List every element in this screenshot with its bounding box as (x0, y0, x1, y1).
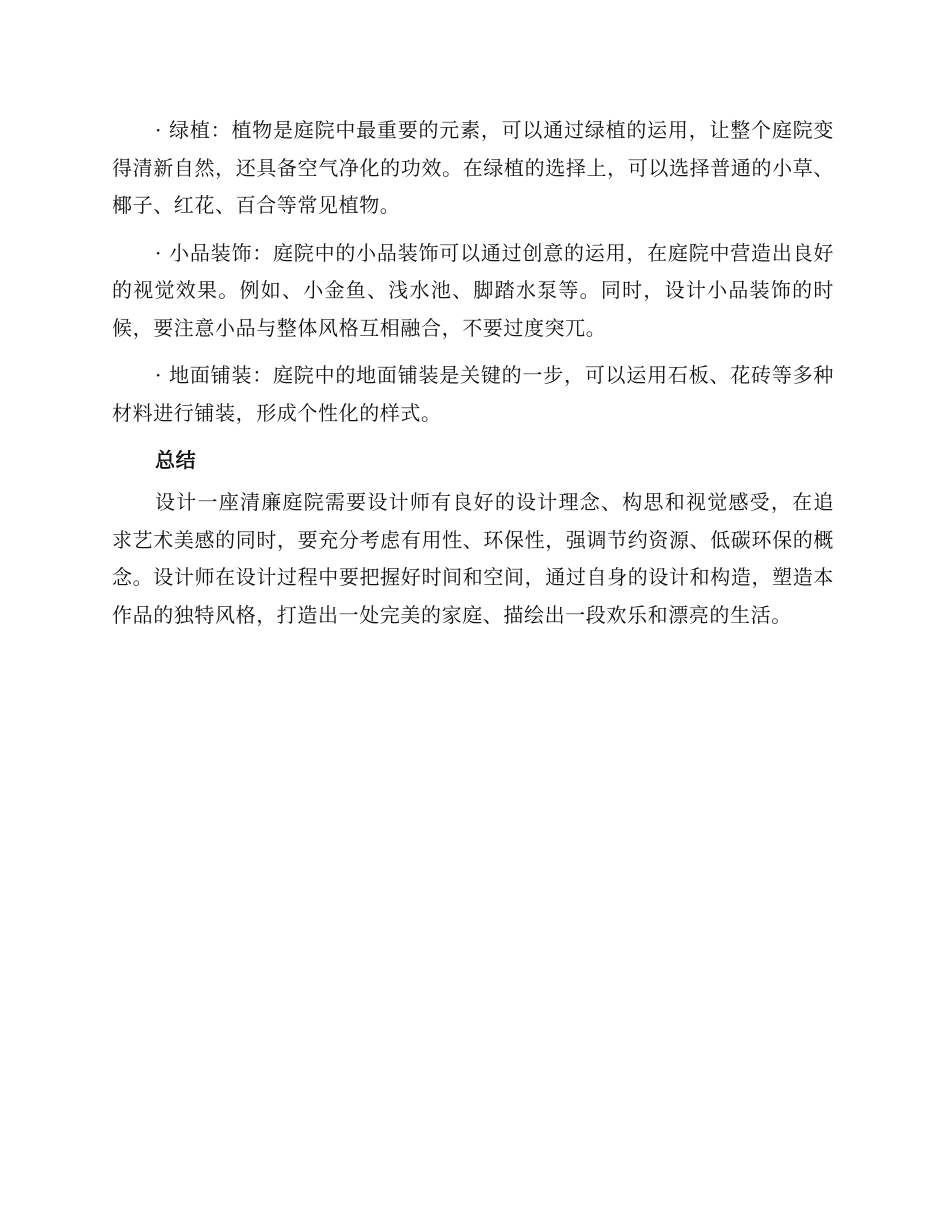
bullet-paragraph-decor: · 小品装饰：庭院中的小品装饰可以通过创意的运用，在庭院中营造出良好的视觉效果。例如、小金鱼、浅水池、脚踏水泵等。同时，设计小品装饰的时候，要注意小品与整体风格互相融合，不要过度突兀。 (112, 240, 834, 340)
bullet-paragraph-greenery: · 绿植：植物是庭院中最重要的元素，可以通过绿植的运用，让整个庭院变得清新自然，还具备空气净化的功效。在绿植的选择上，可以选择普通的小草、椰子、红花、百合等常见植物。 (112, 118, 834, 217)
summary-paragraph: 设计一座清廉庭院需要设计师有良好的设计理念、构思和视觉感受，在追求艺术美感的同时，要充分考虑有用性、环保性，强调节约资源、低碳环保的概念。设计师在设计过程中要把握好时间和空间，通过自身的设计和构造，塑造本作品的独特风格，打造出一处完美的家庭、描绘出一段欢乐和漂亮的生活。 (112, 490, 834, 627)
document-body (112, 112, 834, 644)
bullet-paragraph-paving: · 地面铺装：庭院中的地面铺装是关键的一步，可以运用石板、花砖等多种材料进行铺装，形成个性化的样式。 (112, 363, 834, 425)
section-heading-summary: 总结 (155, 448, 197, 472)
